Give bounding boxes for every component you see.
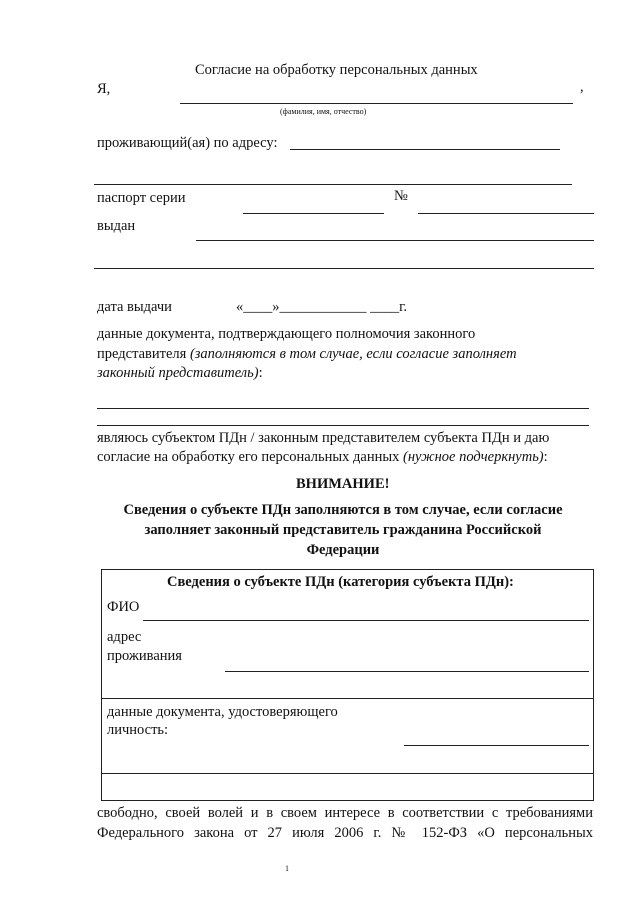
rep-doc-line-2-plain: представителя — [97, 346, 190, 362]
rep-doc-line-field-2[interactable] — [97, 425, 589, 426]
rep-doc-line-field-1[interactable] — [97, 408, 589, 409]
passport-series-line[interactable] — [243, 213, 384, 214]
attention-heading: ВНИМАНИЕ! — [296, 476, 390, 492]
i-label: Я, — [97, 81, 111, 97]
issue-date-field[interactable]: «____»____________ ____г. — [236, 299, 408, 315]
table-address-label-2: проживания — [107, 648, 182, 664]
document-title: Согласие на обработку персональных данных — [195, 62, 478, 78]
issued-line-1[interactable] — [196, 240, 594, 241]
subject-line-1: являюсь субъектом ПДн / законным представителем субъекта ПДн и даю — [97, 430, 550, 446]
table-fio-line[interactable] — [143, 620, 589, 621]
table-id-doc-label-2: личность: — [107, 722, 169, 738]
table-divider-1 — [101, 698, 593, 699]
address-line-2[interactable] — [94, 184, 572, 185]
issued-label: выдан — [97, 218, 136, 234]
table-address-label-1: адрес — [107, 629, 142, 645]
subject-line-2-plain: согласие на обработку его персональных данных — [97, 449, 403, 465]
table-divider-2 — [101, 773, 593, 774]
issued-line-2[interactable] — [94, 268, 594, 269]
rep-doc-line-3 — [97, 366, 263, 381]
rep-doc-line-3-note: законный представитель) — [97, 365, 259, 381]
table-id-doc-label-1: данные документа, удостоверяющего — [107, 704, 338, 720]
address-line-1[interactable] — [290, 149, 560, 150]
comma-mark: , — [580, 79, 584, 95]
passport-series-label: паспорт серии — [97, 190, 186, 206]
residing-label: проживающий(ая) по адресу: — [97, 135, 278, 151]
table-id-doc-line[interactable] — [404, 745, 589, 746]
fio-line[interactable] — [180, 103, 573, 104]
page-number: 1 — [285, 864, 289, 873]
note-line-2: заполняет законный представитель гражданина Российской — [144, 522, 542, 538]
rep-doc-line-2 — [97, 347, 517, 362]
note-line-1: Сведения о субъекте ПДн заполняются в том случае, если согласие — [123, 502, 563, 518]
fio-hint: (фамилия, имя, отчество) — [280, 107, 367, 116]
rep-doc-line-3-colon: : — [258, 365, 263, 381]
subject-line-2-colon: : — [543, 449, 548, 465]
table-address-line[interactable] — [225, 671, 589, 672]
rep-doc-line-2-note: (заполняются в том случае, если согласие заполняет — [189, 346, 517, 362]
table-fio-label: ФИО — [107, 599, 140, 615]
issue-date-label: дата выдачи — [97, 299, 172, 315]
footer-line-2: Федерального закона от 27 июля 2006 г. № 152-ФЗ «О персональных — [97, 825, 593, 841]
subject-table — [101, 569, 594, 801]
rep-doc-line-1: данные документа, подтверждающего полномочия законного — [97, 326, 476, 342]
passport-number-line[interactable] — [418, 213, 594, 214]
subject-line-2 — [97, 450, 548, 465]
note-line-3: Федерации — [306, 542, 380, 558]
footer-line-1: свободно, своей волей и в своем интересе в соответствии с требованиями — [97, 805, 593, 821]
table-header: Сведения о субъекте ПДн (категория субъекта ПДн): — [167, 574, 514, 590]
number-sign: № — [394, 188, 408, 204]
subject-line-2-note: (нужное подчеркнуть) — [402, 449, 544, 465]
